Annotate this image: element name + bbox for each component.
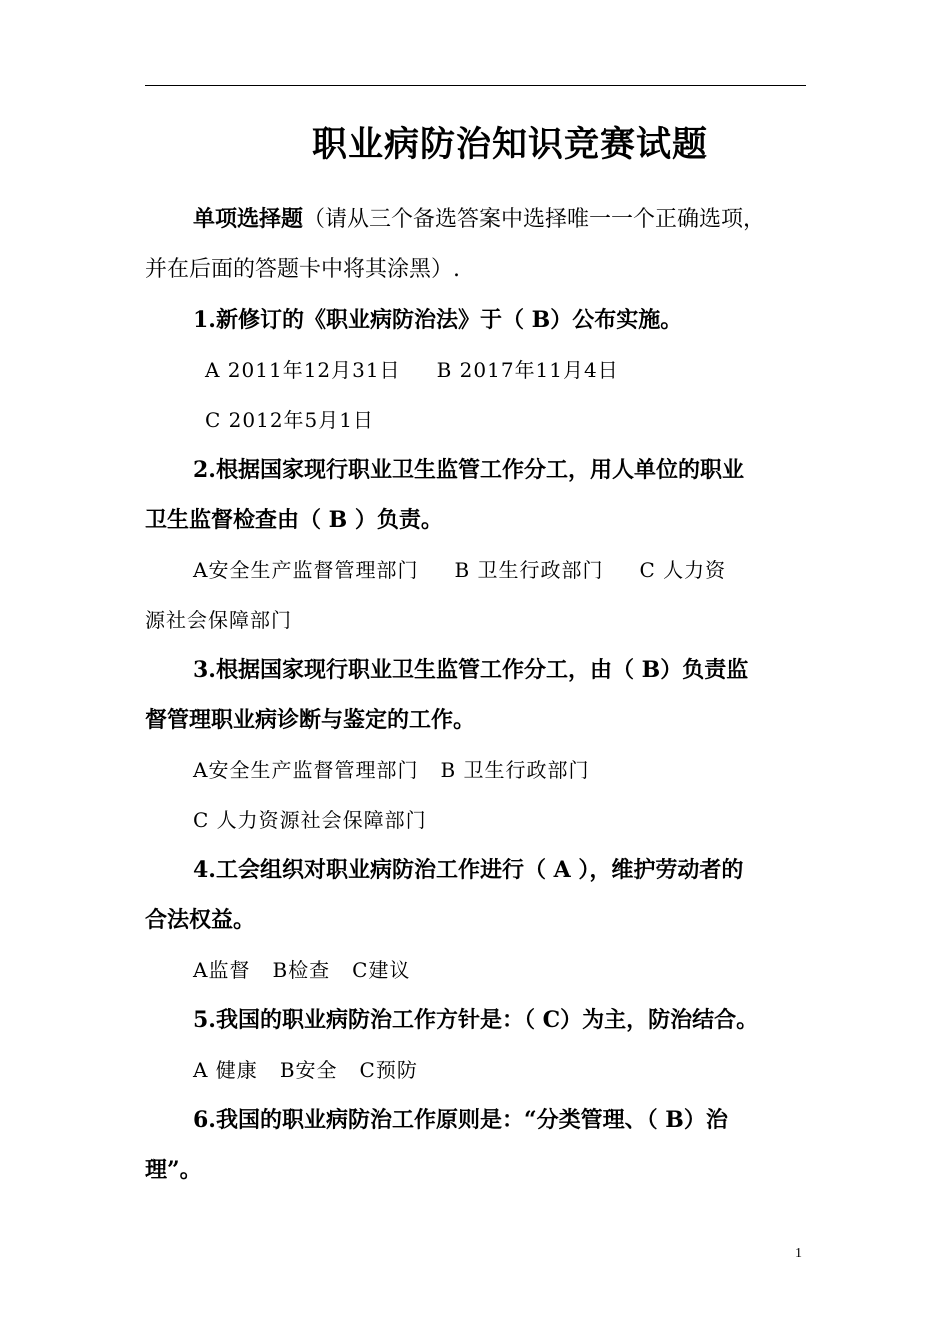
question-5: 5.我国的职业病防治工作方针是：（ C）为主，防治结合。 <box>193 1007 759 1033</box>
question-6-line-2: 理”。 <box>145 1157 202 1183</box>
option: C 人力资 <box>639 558 727 582</box>
question-2-options-row-1 <box>193 555 726 585</box>
question-1-options-row-1 <box>205 355 619 385</box>
option: A 健康 <box>193 1058 258 1082</box>
intro-line-1 <box>193 204 765 235</box>
question-3-line-1: 3.根据国家现行职业卫生监管工作分工，由（ B）负责监 <box>193 657 749 683</box>
question-1: 1.新修订的《职业病防治法》于（ B）公布实施。 <box>193 307 683 333</box>
option: B 2017年11月4日 <box>436 358 619 382</box>
option: A安全生产监督管理部门 <box>193 758 419 782</box>
question-3-options-row-2: C 人力资源社会保障部门 <box>193 808 427 832</box>
option: C预防 <box>359 1058 418 1082</box>
question-3-line-2: 督管理职业病诊断与鉴定的工作。 <box>145 707 476 733</box>
question-2-line-1: 2.根据国家现行职业卫生监管工作分工，用人单位的职业 <box>193 457 744 483</box>
intro-text-1: （请从三个备选答案中选择唯一一个正确选项， <box>303 207 766 232</box>
intro-heading: 单项选择题 <box>193 206 304 232</box>
question-1-options-row-2 <box>205 405 374 435</box>
page-title: 职业病防治知识竞赛试题 <box>311 124 708 165</box>
intro-line-2: 并在后面的答题卡中将其涂黑）. <box>145 257 460 282</box>
question-6-line-1: 6.我国的职业病防治工作原则是：“分类管理、（ B）治 <box>193 1107 728 1133</box>
option: B检查 <box>272 958 331 982</box>
question-4-options <box>193 955 410 985</box>
option: A监督 <box>193 958 251 982</box>
question-2-line-2: 卫生监督检查由（ B ）负责。 <box>145 507 443 533</box>
option: C建议 <box>352 958 411 982</box>
question-2-options-row-2: 源社会保障部门 <box>145 608 292 632</box>
option: C 2012年5月1日 <box>205 408 375 432</box>
option: B 卫生行政部门 <box>454 558 604 582</box>
option: B安全 <box>279 1058 338 1082</box>
page-number: 1 <box>795 1246 802 1261</box>
question-3-options-row-1 <box>193 755 590 785</box>
option: B 卫生行政部门 <box>440 758 590 782</box>
option: A 2011年12月31日 <box>205 358 401 382</box>
question-4-line-1: 4.工会组织对职业病防治工作进行（ A ），维护劳动者的 <box>193 857 744 883</box>
option: A安全生产监督管理部门 <box>193 558 419 582</box>
header-rule <box>145 85 806 86</box>
question-5-options <box>193 1055 418 1085</box>
question-4-line-2: 合法权益。 <box>145 907 256 933</box>
